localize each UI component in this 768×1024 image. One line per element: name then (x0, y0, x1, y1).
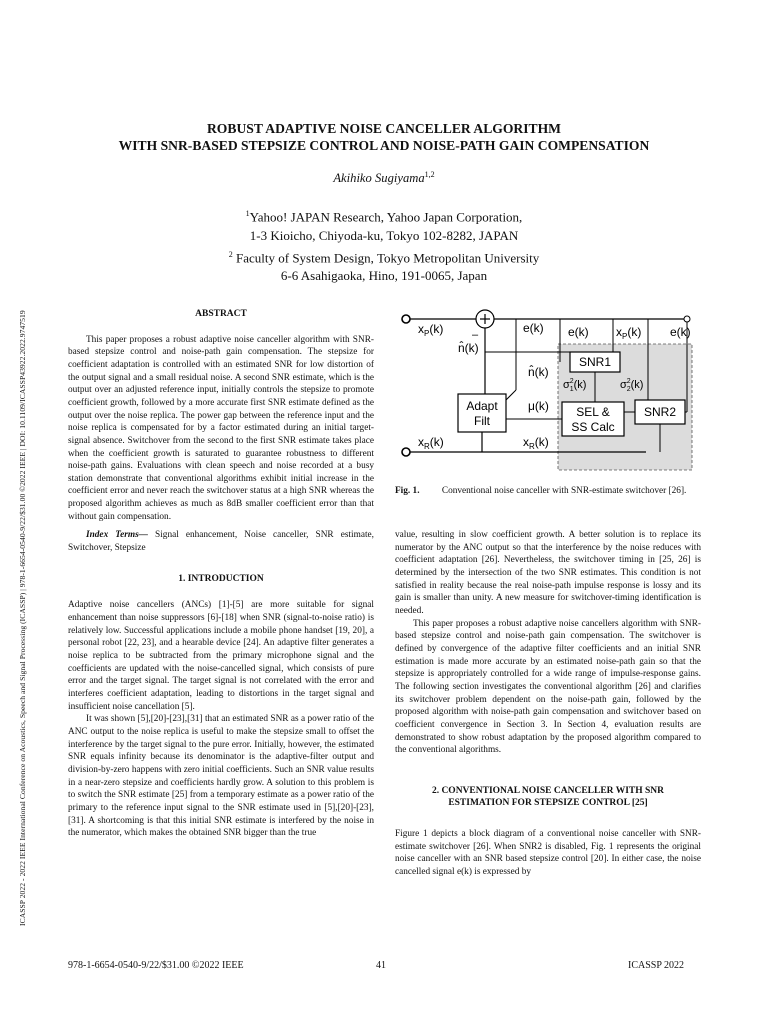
e-top-label: e(k) (523, 321, 544, 335)
xp-mid-label: $x_P(k)$ (616, 325, 642, 341)
index-terms-text: Signal enhancement, Noise canceller, SNR estimate, Switchover, Stepsize (68, 530, 374, 554)
xr-input-label: $x_R(k)$ (418, 435, 444, 451)
section2-heading-2: ESTIMATION FOR STEPSIZE CONTROL [25] (448, 798, 648, 809)
affil-line-4: 6-6 Asahigaoka, Hino, 191-0065, Japan (280, 268, 488, 284)
affiliations (60, 205, 708, 286)
abstract-heading: ABSTRACT (195, 309, 247, 319)
adapt-label-1: Adapt (466, 399, 498, 413)
nhat-label: n̂(k) (458, 341, 479, 355)
paper-title (60, 120, 708, 154)
index-terms-label: Index Terms— (86, 530, 148, 541)
right-paragraph-2: This paper proposes a robust adaptive noise cancellers algorithm with SNR-based stepsize control and noise-path gain compensation. The switchover is defined by convergence of the adaptive filter coefficients and an initial SNR estimation is made more accurate by an estimated noise-path gain so that the stepsize is appropriately controlled for a wide range of impulse-response gains. The following section investigates the conventional algorithm [26] and clarifies its switchover problem dependent on the noise-path gain, followed by the proposed algorithm with noise-path gain compensation and switchover based on coefficient convergence in Section 3. In Section 4, evaluation results are demonstrated to show robust adaptation by the proposed algorithm compared to the conventional algorithms. (395, 618, 701, 756)
affil-sup-1: 1 (245, 209, 250, 218)
affil-line-2: 1-3 Kioicho, Chiyoda-ku, Tokyo 102-8282, JAPAN (249, 227, 519, 243)
sel-label-2: SS Calc (571, 420, 615, 434)
figure-caption-text: Conventional noise canceller with SNR-estimate switchover [26]. (441, 486, 687, 496)
author-sup: 1,2 (424, 170, 435, 179)
affil-line-1: Yahoo! JAPAN Research, Yahoo Japan Corporation, (249, 209, 523, 225)
intro-paragraph-1: Adaptive noise cancellers (ANCs) [1]-[5] are more suitable for signal enhancement than noise suppressors [6]-[18] when SNR (signal-to-noise ratio) is relatively low. Successful applications include a mobile phone handset [19, 20], a personal robot [22, 23], and a hearable device [24]. An adaptive filter generates a noise replica to be subtracted from the primary microphone signal and the coefficients are updated with the noise-cancelled signal, which consists of pure error and the target signal. The target signal is not correlated with the error and interferes coefficient adaptation, leading to distortions in the target signal and insufficient noise cancellation [5]. (68, 600, 374, 712)
e-out-label: e(k) (670, 325, 691, 339)
xp-input-label: $x_P(k)$ (418, 322, 444, 338)
sel-label-1: SEL & (576, 405, 610, 419)
snr2-label: SNR2 (643, 405, 677, 419)
affil-line-3: Faculty of System Design, Tokyo Metropolitan University (232, 249, 540, 265)
footer-page-number: 41 (376, 960, 386, 971)
title-line-2: WITH SNR-BASED STEPSIZE CONTROL AND NOISE-PATH GAIN COMPENSATION (118, 138, 650, 153)
section2-paragraph-1: Figure 1 depicts a block diagram of a conventional noise canceller with SNR-estimate switchover [26]. When SNR2 is disabled, Fig. 1 represents the original noise canceller with an SNR based stepsize control [20]. In either case, the noise cancelled signal e(k) is expressed by (395, 829, 701, 877)
mu-label: μ(k) (528, 399, 549, 413)
block-diagram (398, 300, 704, 475)
output-terminal-icon (684, 316, 690, 322)
sidebar-citation (8, 96, 28, 926)
sigma2-label: $\sigma^2$ 2(k) (620, 378, 644, 393)
footer-left: 978-1-6654-0540-9/22/$31.00 ©2022 IEEE (68, 960, 244, 971)
snr1-label: SNR1 (578, 355, 612, 369)
affil-sup-2: 2 (228, 249, 233, 259)
right-column (395, 529, 701, 879)
author-name: Akihiko Sugiyama (333, 171, 425, 186)
figure-caption-label: Fig. 1. (395, 486, 420, 496)
left-column (68, 308, 374, 840)
intro-paragraph-2: It was shown [5],[20]-[23],[31] that an estimated SNR as a power ratio of the ANC output to the noise replica is useful to make the stepsize small to offset the interference by the target signal to the pure error. Initially, however, the estimated SNR equals infinity because its denominator is the adaptive-filter output and division-by-zero happens with zero initial coefficients. Such an SNR value results in a near-zero stepsize and coefficients hardly grow. A solution to this problem is to switch the SNR estimate [25] from a temporary estimate as a power ratio of the primary to the reference input signal to the SNR estimate used in [5],[20]-[23],[31]. A shortcoming is that this initial SNR estimate is interfered by the noise in the numerator, which makes the obtained SNR bigger than the true (68, 714, 374, 839)
e-mid-label: e(k) (568, 325, 589, 339)
footer-right: ICASSP 2022 (628, 960, 685, 971)
nhat2-label: n̂(k) (528, 365, 549, 379)
minus-sign: – (472, 329, 479, 341)
section2-heading-1: 2. CONVENTIONAL NOISE CANCELLER WITH SNR (431, 785, 665, 796)
title-line-1: ROBUST ADAPTIVE NOISE CANCELLER ALGORITHM (206, 121, 561, 136)
xp-terminal-icon (402, 315, 410, 323)
author (60, 170, 708, 186)
abstract-text: This paper proposes a robust adaptive noise canceller algorithm with SNR-based stepsize control and noise-path gain compensation. The stepsize for coefficient adaptation is controlled with an estimated SNR for low distortion of the output signal and a small residual noise. A second SNR estimate, which is the output over an adjusted reference input, initially controls the stepsize to promote coefficient growth, followed by a more accurate first SNR estimate defined as the output over the noise replica. The power gap between the reference input and the noise replica is compensated for by a factor estimated during an initial target-signal absence. Switchover from the second to the first SNR estimate takes place when the coefficient growth is saturated to guarantee robustness to different noise-path gains. Evaluations with clean speech and noise recorded at a busy station demonstrate that conventional algorithms exhibit initial increase in the coefficient error and never reach the switchover status at a high SNR whereas the proposed algorithm achieves as much as 8dB smaller coefficient error than that without gain compensation. (68, 334, 374, 522)
sidebar-citation-text: ICASSP 2022 - 2022 IEEE International Conference on Acoustics, Speech and Signal Processing (ICASSP) | 978-1-6654-0540-9/22/$31.00 ©2022 IEEE | DOI: 10.1109/ICASSP43922.2022.9747519 (18, 310, 27, 926)
figure-caption (395, 485, 701, 498)
right-paragraph-1: value, resulting in slow coefficient growth. A better solution is to replace its numerator by the ANC output so that the interference by the noise reduces with coefficient adaptation [26]. Nevertheless, the switchover timing in [25, 26] is determined by the intersection of the two SNR estimates. This condition is not satisfied in reality because the real noise-path impulse response is lossy and its gain is smaller than unity. A new measure for switchover-timing identification is needed. (395, 530, 701, 616)
xr-mid-label: $x_R(k)$ (523, 435, 549, 451)
intro-heading: 1. INTRODUCTION (178, 573, 264, 584)
figure-1 (398, 300, 704, 475)
adapt-label-2: Filt (474, 414, 490, 428)
index-terms (68, 529, 374, 554)
xr-terminal-icon (402, 448, 410, 456)
sigma1-label: $\sigma^2$ 1(k) (563, 378, 587, 393)
